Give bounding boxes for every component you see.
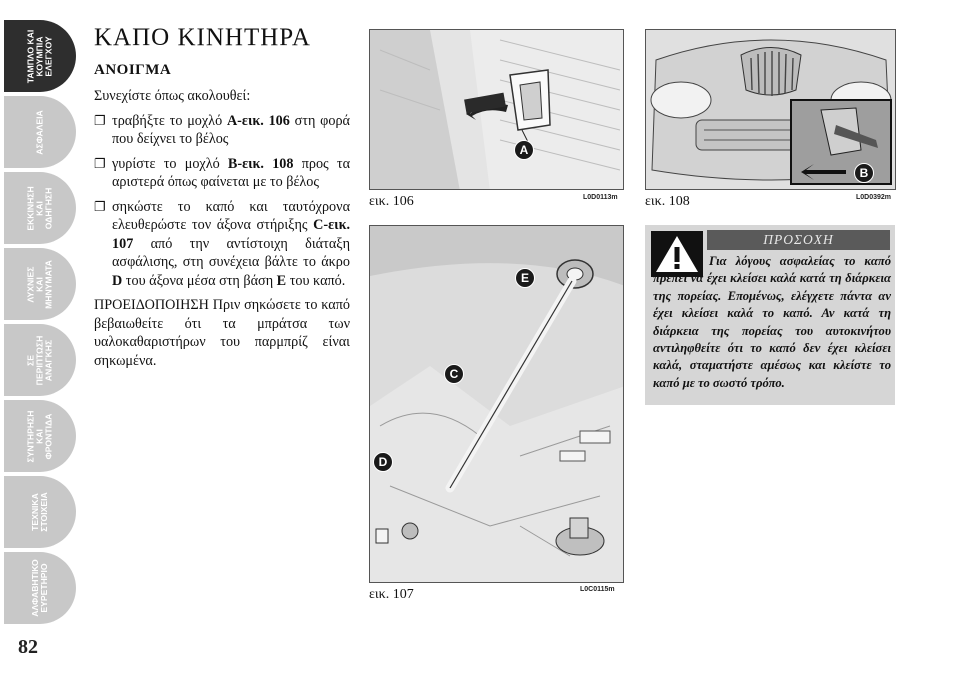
tab-dashboard-controls[interactable]: [4, 20, 76, 92]
tab-label: ΕΚΚΙΝΗΣΗ ΚΑΙ ΟΔΗΓΗΣΗ: [25, 185, 54, 231]
tab-lights-messages[interactable]: [4, 248, 76, 320]
checkbox-bullet-icon: ❐: [94, 198, 106, 214]
warning-box: [645, 225, 895, 405]
page-title: ΚΑΠΟ ΚΙΝΗΤΗΡΑ: [94, 24, 311, 51]
step-reference: E: [276, 272, 287, 289]
list-item: [94, 112, 350, 149]
figure-caption: εικ. 108: [645, 194, 690, 209]
tab-label: ΣΥΝΤΗΡΗΣΗ ΚΑΙ ΦΡΟΝΤΙΔΑ: [25, 410, 54, 462]
tab-starting-driving[interactable]: [4, 172, 76, 244]
tab-label: ΑΛΦΑΒΗΤΙΚΟ ΕΥΡΕΤΗΡΙΟ: [30, 559, 49, 617]
list-item: [94, 198, 350, 291]
step-text: από την αντίστοιχη διάταξη ασφάλισης, στη συνέχεια βάλτε το άκρο: [112, 235, 350, 270]
figure-code: L0D0113m: [583, 194, 618, 201]
step-text: γυρίστε το μοχλό: [112, 155, 228, 172]
callout-e: E: [515, 268, 535, 288]
warning-text: Για λόγους ασφαλείας το καπό πρέπει να έχει κλείσει καλά κατά τη διάρκεια της πορείας. Επομένως, ελέγχετε πάντα αν έχει κλείσει καλά το καπό. Αν κατά τη διάρκεια της πορείας του αυτοκινήτου αντιληφθείτε ότι το καπό δεν έχει κλείσει καλά, σταματήστε αμέσως και κλείστε το καπό με το σωστό τρόπο.: [653, 254, 891, 390]
step-reference: A-εικ. 106: [226, 112, 290, 129]
tab-index[interactable]: [4, 552, 76, 624]
tab-maintenance[interactable]: [4, 400, 76, 472]
figure-caption: εικ. 106: [369, 194, 414, 209]
main-text: [94, 24, 350, 370]
callout-c: C: [444, 364, 464, 384]
callout-d: D: [373, 452, 393, 472]
chapter-tabs: [0, 0, 78, 640]
list-item: [94, 155, 350, 192]
tab-label: ΤΑΜΠΛΟ ΚΑΙ ΚΟΥΜΠΙΑ ΕΛΕΓΧΟΥ: [25, 29, 54, 83]
checkbox-bullet-icon: ❐: [94, 112, 106, 128]
section-subtitle: ΑΝΟΙΓΜΑ: [94, 62, 172, 78]
hood-release-lever-illustration: [370, 30, 624, 190]
precaution-note: ΠΡΟΕΙΔΟΠΟΙΗΣΗ Πριν σηκώσετε το καπό βεβαιωθείτε ότι τα μπράτσα των υαλοκαθαριστήρων του παρμπρίζ είναι σηκωμένα.: [94, 297, 350, 369]
step-text: προς τα αριστερά όπως φαίνεται με το βέλος: [112, 155, 351, 190]
step-text: στη φορά που δείχνει το βέλος: [112, 112, 350, 147]
step-text: του άξονα μέσα στη βάση: [122, 272, 277, 289]
intro-text: Συνεχίστε όπως ακολουθεί:: [94, 88, 251, 104]
page-number: 82: [18, 636, 38, 658]
tab-emergency[interactable]: [4, 324, 76, 396]
step-text: τραβήξτε το μοχλό: [112, 112, 227, 129]
tab-safety[interactable]: [4, 96, 76, 168]
callout-a: A: [514, 140, 534, 160]
steps-list: [94, 112, 350, 291]
tab-label: ΛΥΧΝΙΕΣ ΚΑΙ ΜΗΝΥΜΑΤΑ: [25, 259, 54, 309]
tab-technical-data[interactable]: [4, 476, 76, 548]
hood-support-rod-illustration: [370, 226, 624, 583]
tab-label: ΤΕΧΝΙΚΑ ΣΤΟΙΧΕΙΑ: [30, 492, 49, 532]
callout-b: B: [854, 163, 874, 183]
figure-code: L0D0392m: [856, 194, 892, 201]
figure-106: [369, 29, 624, 190]
warning-header: ΠΡΟΣΟΧΗ: [707, 230, 890, 250]
figure-107: [369, 225, 624, 583]
step-reference: D: [112, 272, 123, 289]
step-text: σηκώστε το καπό και ταυτόχρονα ελευθερώστε τον άξονα στήριξης: [112, 198, 350, 233]
step-reference: B-εικ. 108: [227, 155, 294, 172]
figure-caption: εικ. 107: [369, 587, 414, 602]
tab-label: ΑΣΦΑΛΕΙΑ: [34, 109, 45, 155]
step-reference: C-εικ. 107: [112, 217, 350, 252]
figure-code: L0C0115m: [580, 586, 615, 593]
step-text: του καπό.: [286, 272, 346, 289]
figure-108: [645, 29, 896, 190]
tab-label: ΣΕ ΠΕΡΙΠΤΩΣΗ ΑΝΑΓΚΗΣ: [25, 335, 54, 385]
checkbox-bullet-icon: ❐: [94, 155, 106, 171]
